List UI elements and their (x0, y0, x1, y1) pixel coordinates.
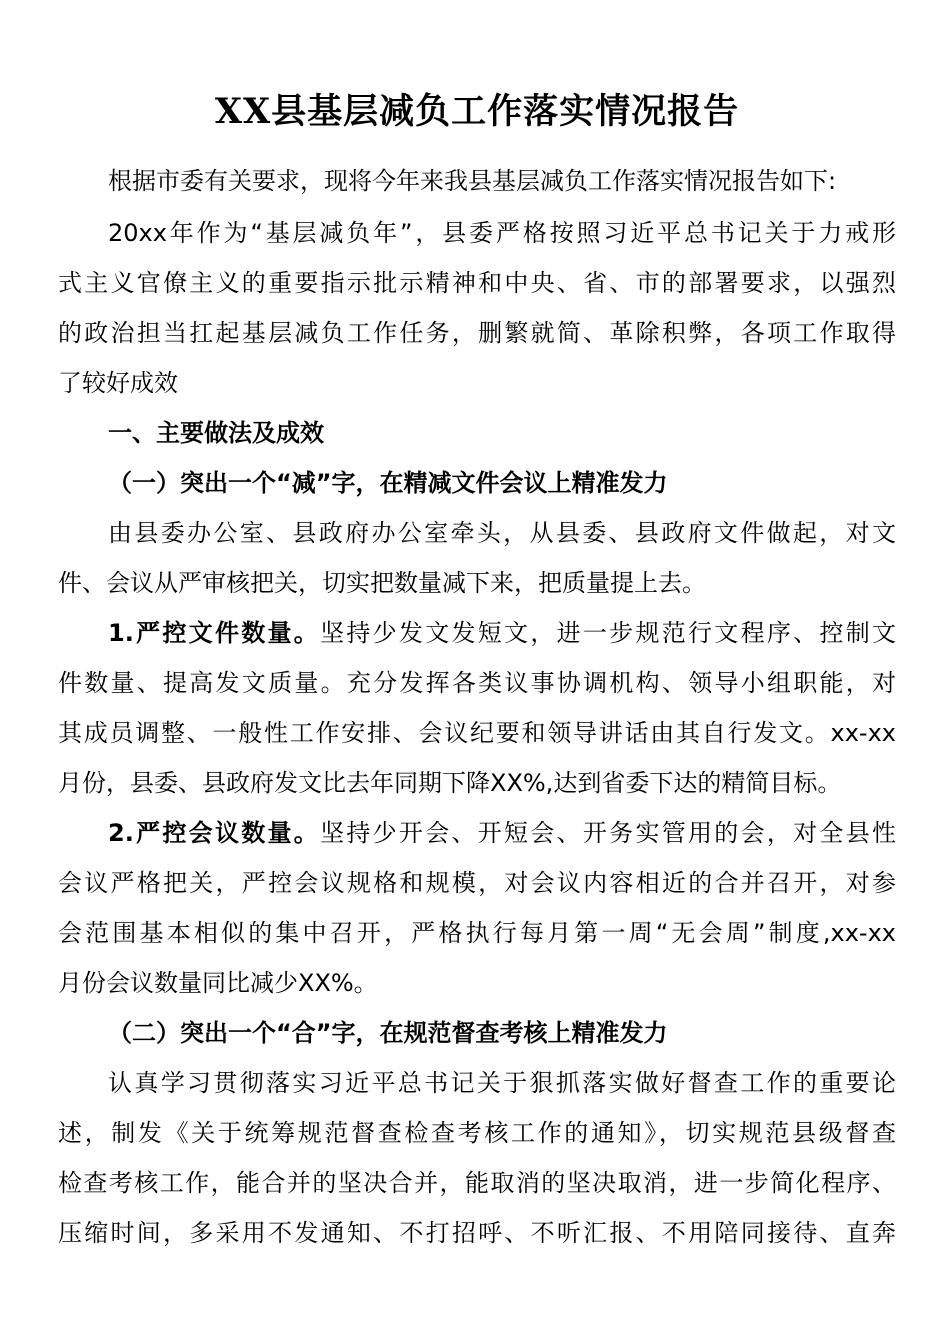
body-line: 了较好成效 (58, 369, 178, 397)
document-title: XX县基层减负工作落实情况报告 (214, 91, 740, 132)
body-line: 会议严格把关，严控会议规格和规模，对会议内容相近的合并召开，对参 (58, 869, 896, 897)
body-line: 式主义官僚主义的重要指示批示精神和中央、省、市的部署要求，以强烈 (58, 269, 896, 297)
body-line: 件数量、提高发文质量。充分发挥各类议事协调机构、领导小组职能，对 (58, 669, 896, 697)
item-text: 坚持少发文发短文，进一步规范行文程序、控制文 (320, 619, 896, 647)
document-page (58, 0, 896, 1344)
body-line: 月份，县委、县政府发文比去年同期下降XX%,达到省委下达的精简目标。 (58, 769, 842, 797)
body-line (108, 608, 896, 658)
subsection-heading: （二）突出一个“合”字，在规范督查考核上精准发力 (108, 1019, 668, 1047)
item-lead: 2.严控会议数量。 (108, 819, 321, 847)
subsection-heading: （一）突出一个“减”字，在精减文件会议上精准发力 (108, 469, 668, 497)
body-line: 20xx年作为“基层减负年”，县委严格按照习近平总书记关于力戒形 (108, 219, 896, 247)
section-heading: 一、主要做法及成效 (108, 419, 324, 447)
body-line: 其成员调整、一般性工作安排、会议纪要和领导讲话由其自行发文。xx-xx (58, 719, 896, 747)
body-line: 由县委办公室、县政府办公室牵头，从县委、县政府文件做起，对文 (108, 519, 896, 547)
body-line (108, 808, 896, 858)
body-line: 会范围基本相似的集中召开，严格执行每月第一周“无会周”制度,xx-xx (58, 919, 896, 947)
body-line: 根据市委有关要求，现将今年来我县基层减负工作落实情况报告如下: (108, 167, 837, 195)
body-line: 认真学习贯彻落实习近平总书记关于狠抓落实做好督查工作的重要论 (108, 1069, 896, 1097)
body-line: 检查考核工作，能合并的坚决合并，能取消的坚决取消，进一步简化程序、 (58, 1169, 896, 1197)
body-line: 压缩时间，多采用不发通知、不打招呼、不听汇报、不用陪同接待、直奔 (58, 1219, 896, 1247)
body-line: 的政治担当扛起基层减负工作任务，删繁就简、革除积弊，各项工作取得 (58, 319, 896, 347)
body-line: 述，制发《关于统筹规范督查检查考核工作的通知》，切实规范县级督查 (58, 1119, 896, 1147)
item-text: 坚持少开会、开短会、开务实管用的会，对全县性 (320, 819, 896, 847)
item-lead: 1.严控文件数量。 (108, 619, 321, 647)
body-line: 月份会议数量同比减少XX%。 (58, 969, 378, 997)
body-line: 件、会议从严审核把关，切实把数量减下来，把质量提上去。 (58, 569, 706, 597)
